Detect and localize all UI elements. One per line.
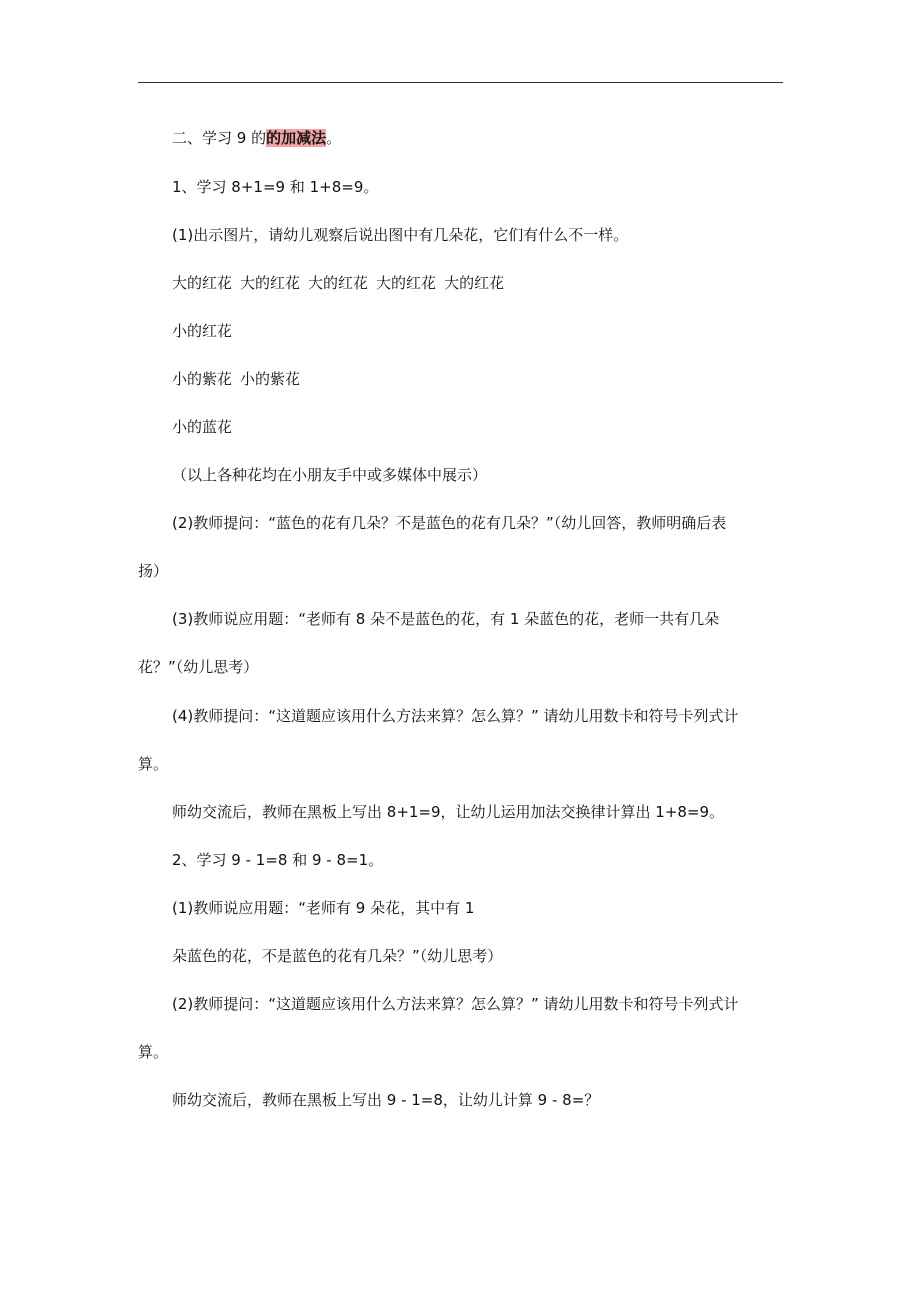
section2-paragraph-1-line-1: (1)教师说应用题：“老师有 9 朵花，其中有 1 [172, 899, 475, 917]
flowers-row-1 [172, 273, 504, 293]
section2-paragraph-2-line-1: (2)教师提问：“这道题应该用什么方法来算？怎么算？” 请幼儿用数卡和符号卡列式计 [172, 995, 739, 1013]
flower-label: 大的红花 [308, 274, 369, 292]
section2-paragraph-2-line-2: 算。 [138, 1043, 169, 1061]
flower-label: 大的红花 [172, 274, 233, 292]
paragraph-1: (1)出示图片，请幼儿观察后说出图中有几朵花，它们有什么不一样。 [172, 226, 629, 244]
flower-label: 大的红花 [444, 274, 505, 292]
section1-title: 1、学习 8+1=9 和 1+8=9。 [172, 178, 379, 196]
paragraph-2-line-1: (2)教师提问：“蓝色的花有几朵？不是蓝色的花有几朵？”（幼儿回答，教师明确后表 [172, 514, 727, 532]
paragraph-3-line-2: 花？”（幼儿思考） [138, 658, 259, 676]
flower-label: 大的红花 [240, 274, 301, 292]
section-heading [172, 128, 341, 148]
heading-prefix: 二、学习 9 的 [172, 129, 267, 147]
flower-label: 大的红花 [376, 274, 437, 292]
paragraph-2-line-2: 扬） [138, 562, 169, 580]
section2-paragraph-1-line-2: 朵蓝色的花，不是蓝色的花有几朵？”（幼儿思考） [172, 947, 503, 965]
flower-label: 小的紫花 [240, 370, 301, 388]
flowers-row-2: 小的红花 [172, 322, 233, 340]
flowers-row-4: 小的蓝花 [172, 418, 233, 436]
section2-paragraph-3: 师幼交流后，教师在黑板上写出 9 - 1=8，让幼儿计算 9 - 8=？ [172, 1091, 600, 1109]
header-rule [138, 82, 783, 83]
paragraph-4-line-1: (4)教师提问：“这道题应该用什么方法来算？怎么算？” 请幼儿用数卡和符号卡列式计 [172, 707, 739, 725]
heading-highlight: 的加减法 [266, 129, 327, 147]
paragraph-3-line-1: (3)教师说应用题：“老师有 8 朵不是蓝色的花，有 1 朵蓝色的花，老师一共有几朵 [172, 610, 720, 628]
section2-title: 2、学习 9 - 1=8 和 9 - 8=1。 [172, 851, 384, 869]
paragraph-4-line-2: 算。 [138, 755, 169, 773]
flowers-row-3 [172, 369, 300, 389]
flower-label: 小的紫花 [172, 370, 233, 388]
heading-suffix: 。 [326, 129, 342, 147]
display-note: （以上各种花均在小朋友手中或多媒体中展示） [172, 466, 488, 484]
paragraph-5: 师幼交流后，教师在黑板上写出 8+1=9，让幼儿运用加法交换律计算出 1+8=9。 [172, 803, 725, 821]
